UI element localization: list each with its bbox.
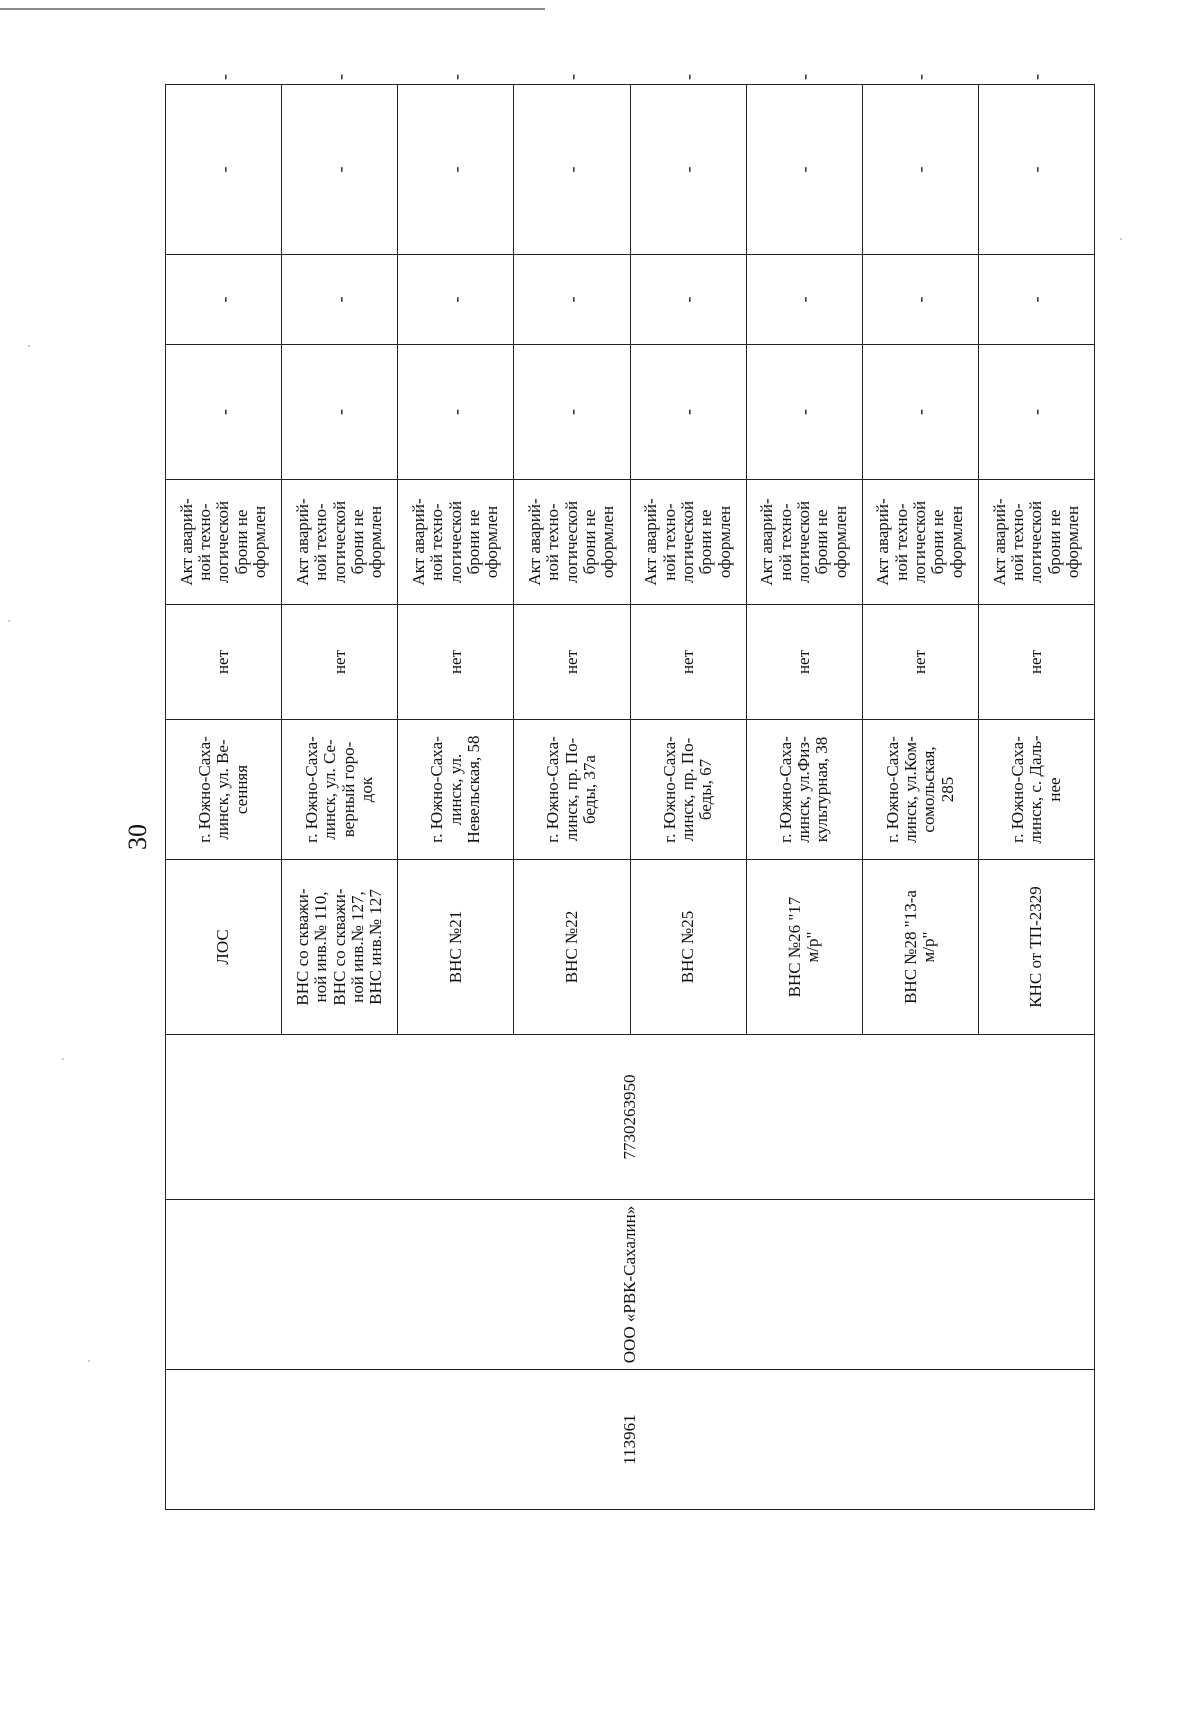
- dash-cell: -: [746, 345, 862, 480]
- dash-cell: -: [978, 85, 1094, 255]
- address-cell: г. Южно-Саха- линск, ул. Се- верный горо- док: [282, 720, 398, 860]
- dash-cell: -: [398, 345, 514, 480]
- registry-table-rotated: [165, 74, 1095, 1510]
- dash-cell: -: [282, 345, 398, 480]
- availability-cell: нет: [746, 605, 862, 720]
- object-cell: ВНС №21: [398, 860, 514, 1035]
- act-status-cell: Акт аварий- ной техно- логической брони не оформлен: [282, 480, 398, 605]
- organization-cell: ООО «РВК-Сахалин»: [166, 1200, 1095, 1370]
- act-status-cell: Акт аварий- ной техно- логической брони не оформлен: [978, 480, 1094, 605]
- address-cell: г. Южно-Саха- линск, ул.Физ- культурная, 38: [746, 720, 862, 860]
- dash-cell: -: [630, 85, 746, 255]
- object-cell: ЛОС: [166, 860, 282, 1035]
- dash-cell: -: [166, 85, 282, 255]
- table-body: [166, 74, 1095, 1510]
- dash-cell: -: [746, 85, 862, 255]
- table-row: ВНС №21 г. Южно-Саха- линск, ул. Невельская, 58 нет Акт аварий- ной техно- логической брони не оформлен - - - -: [398, 85, 514, 1510]
- object-cell: ВНС №25: [630, 860, 746, 1035]
- table-row: ВНС №26 "17 м/р" г. Южно-Саха- линск, ул.Физ- культурная, 38 нет Акт аварий- ной техно- логической брони не оформлен - - - -: [746, 85, 862, 1510]
- dash-cell: -: [862, 85, 978, 255]
- inn-cell: 7730263950: [166, 1035, 1095, 1200]
- dash-cell: -: [398, 85, 514, 255]
- address-cell: г. Южно-Саха- линск, с. Даль- нее: [978, 720, 1094, 860]
- act-status-cell: Акт аварий- ной техно- логической брони не оформлен: [630, 480, 746, 605]
- scan-speck: [28, 345, 30, 347]
- table-row: КНС от ТП-2329 г. Южно-Саха- линск, с. Даль- нее нет Акт аварий- ной техно- логической брони не оформлен - - - -: [978, 85, 1094, 1510]
- dash-cell: -: [398, 255, 514, 345]
- act-status-cell: Акт аварий- ной техно- логической брони не оформлен: [166, 480, 282, 605]
- table-row: ВНС со скважи- ной инв.№ 110, ВНС со скважи- ной инв.№ 127, ВНС инв.№ 127 г. Южно-Саха- линск, ул. Се- верный горо- док нет Акт аварий- ной техно- логической брони не оформлен - - - -: [282, 85, 398, 1510]
- object-cell: ВНС №28 "13-а м/р": [862, 860, 978, 1035]
- address-cell: г. Южно-Саха- линск, пр. По- беды, 37а: [514, 720, 630, 860]
- address-cell: г. Южно-Саха- линск, ул. Невельская, 58: [398, 720, 514, 860]
- act-status-cell: Акт аварий- ной техно- логической брони не оформлен: [398, 480, 514, 605]
- scan-speck: [1120, 238, 1122, 240]
- scan-speck: [62, 1058, 64, 1060]
- dash-cell: -: [746, 255, 862, 345]
- dash-cell: -: [978, 345, 1094, 480]
- dash-cell: -: [514, 85, 630, 255]
- availability-cell: нет: [514, 605, 630, 720]
- dash-cell: -: [514, 345, 630, 480]
- dash-cell: -: [978, 255, 1094, 345]
- availability-cell: нет: [630, 605, 746, 720]
- object-cell: КНС от ТП-2329: [978, 860, 1094, 1035]
- dash-cell: -: [630, 255, 746, 345]
- dash-cell: -: [630, 345, 746, 480]
- act-status-cell: Акт аварий- ной техно- логической брони не оформлен: [746, 480, 862, 605]
- availability-cell: нет: [398, 605, 514, 720]
- object-cell: ВНС со скважи- ной инв.№ 110, ВНС со скважи- ной инв.№ 127, ВНС инв.№ 127: [282, 860, 398, 1035]
- table-row: ВНС №22 г. Южно-Саха- линск, пр. По- беды, 37а нет Акт аварий- ной техно- логической брони не оформлен - - - -: [514, 85, 630, 1510]
- act-status-cell: Акт аварий- ной техно- логической брони не оформлен: [514, 480, 630, 605]
- address-cell: г. Южно-Саха- линск, пр. По- беды, 67: [630, 720, 746, 860]
- dash-cell: -: [514, 255, 630, 345]
- address-cell: г. Южно-Саха- линск, ул. Ве- сенняя: [166, 720, 282, 860]
- object-cell: ВНС №22: [514, 860, 630, 1035]
- registration-number-cell: 113961: [166, 1370, 1095, 1510]
- dash-cell: -: [862, 255, 978, 345]
- availability-cell: нет: [166, 605, 282, 720]
- availability-cell: нет: [282, 605, 398, 720]
- table-row: ВНС №25 г. Южно-Саха- линск, пр. По- беды, 67 нет Акт аварий- ной техно- логической брони не оформлен - - - -: [630, 85, 746, 1510]
- dash-cell: -: [282, 255, 398, 345]
- dash-cell: -: [166, 345, 282, 480]
- page-number: 30: [123, 824, 152, 850]
- dash-cell: -: [862, 345, 978, 480]
- table-row: ВНС №28 "13-а м/р" г. Южно-Саха- линск, ул.Ком- сомольская, 285 нет Акт аварий- ной техно- логической брони не оформлен - - - -: [862, 85, 978, 1510]
- dash-cell: -: [282, 85, 398, 255]
- scan-edge-line: [0, 8, 545, 10]
- registry-table: [165, 74, 1095, 1510]
- act-status-cell: Акт аварий- ной техно- логической брони не оформлен: [862, 480, 978, 605]
- availability-cell: нет: [862, 605, 978, 720]
- scan-speck: [8, 620, 10, 622]
- object-cell: ВНС №26 "17 м/р": [746, 860, 862, 1035]
- table-row: 113961 ООО «РВК-Сахалин» 7730263950 ЛОС г. Южно-Саха- линск, ул. Ве- сенняя нет Акт аварий- ной техно- логической брони не оформлен - - - -: [166, 85, 282, 1510]
- address-cell: г. Южно-Саха- линск, ул.Ком- сомольская, 285: [862, 720, 978, 860]
- dash-cell: -: [166, 255, 282, 345]
- scan-speck: [88, 1360, 90, 1362]
- availability-cell: нет: [978, 605, 1094, 720]
